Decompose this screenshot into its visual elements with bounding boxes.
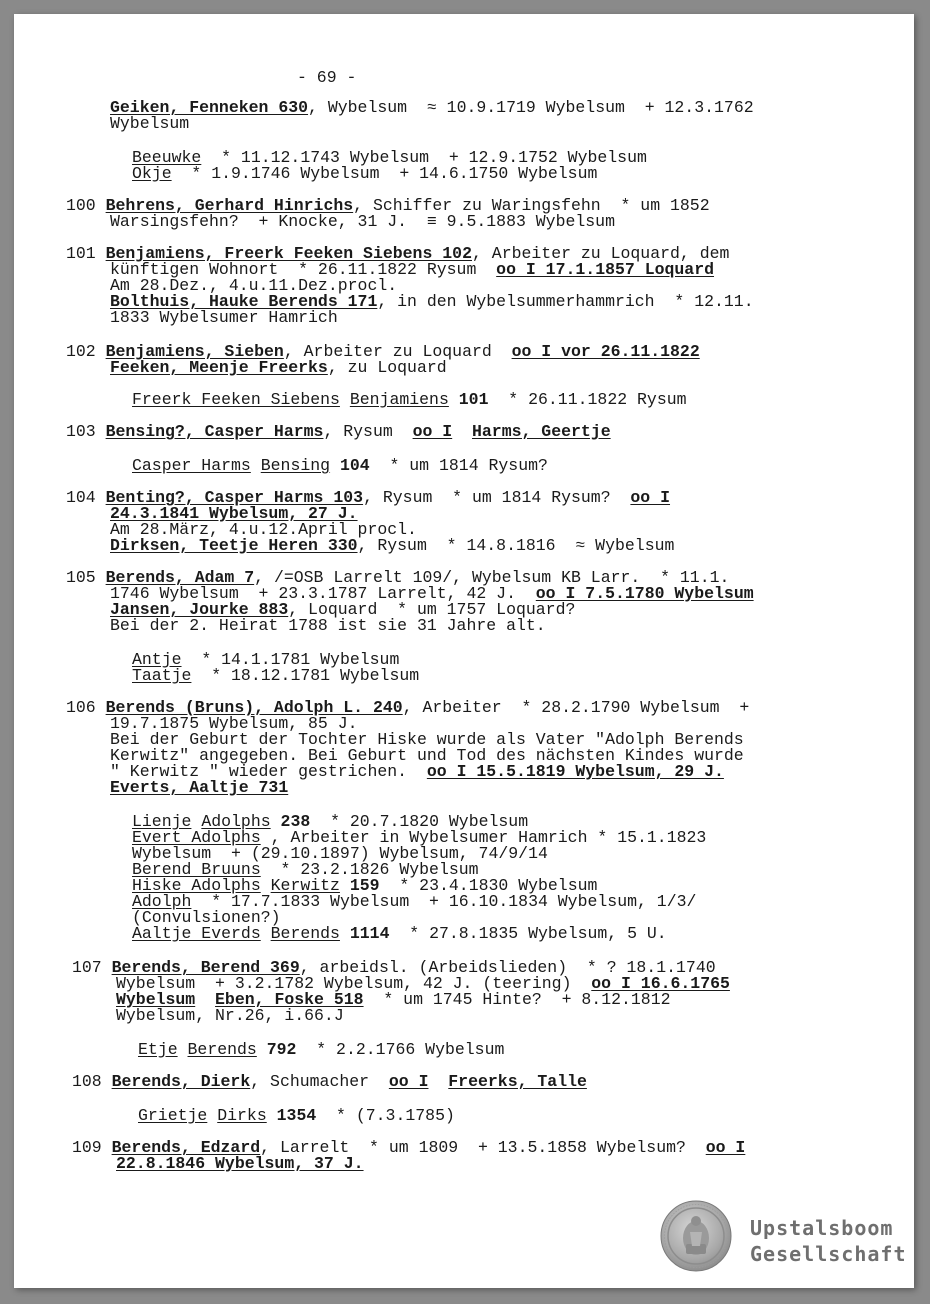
text-segment: * 18.12.1781 Wybelsum	[191, 666, 420, 685]
text-segment: 1833 Wybelsumer Hamrich	[110, 308, 338, 327]
text-segment: * 14.1.1781 Wybelsum	[181, 650, 400, 669]
text-segment: (Convulsionen?)	[132, 908, 281, 927]
underlined-text: oo I	[705, 1138, 746, 1157]
underlined-text: Bensing	[260, 456, 331, 475]
underlined-text: Behrens, Gerhard Hinrichs	[105, 196, 354, 215]
underlined-text: Benjamiens	[349, 390, 449, 409]
underlined-text: Jansen, Jourke 883	[110, 600, 289, 619]
text-line	[138, 1108, 455, 1124]
underlined-text: oo I	[630, 488, 671, 507]
text-segment	[452, 422, 472, 441]
logo-text-line2: Gesellschaft	[750, 1242, 907, 1266]
text-segment	[251, 456, 261, 475]
text-segment: 1746 Wybelsum + 23.3.1787 Larrelt, 42 J.	[110, 584, 536, 603]
text-line	[132, 668, 419, 684]
underlined-text: oo I 7.5.1780 Wybelsum	[535, 584, 754, 603]
text-segment: Bei der 2. Heirat 1788 ist sie 31 Jahre alt.	[110, 616, 546, 635]
underlined-text: Taatje	[132, 666, 192, 685]
underlined-text: Freerk Feeken Siebens	[132, 390, 340, 409]
text-segment: * 1.9.1746 Wybelsum + 14.6.1750 Wybelsum	[171, 164, 598, 183]
bold-number: 101	[458, 390, 489, 409]
text-segment: , Arbeiter * 28.2.1790 Wybelsum +	[402, 698, 750, 717]
text-line	[132, 926, 667, 942]
underlined-text: Dirks	[217, 1106, 267, 1125]
text-line	[132, 166, 597, 182]
text-segment: , Schiffer zu Waringsfehn * um 1852	[353, 196, 710, 215]
text-segment: * 17.7.1833 Wybelsum + 16.10.1834 Wybelsum, 1/3/	[191, 892, 697, 911]
text-segment: , Arbeiter zu Loquard, dem	[471, 244, 730, 263]
underlined-text: Berends	[187, 1040, 257, 1059]
text-line	[110, 100, 754, 116]
underlined-text: Bensing?, Casper Harms	[105, 422, 324, 441]
logo-text-line1: Upstalsboom	[750, 1216, 894, 1240]
text-segment: * 26.11.1822 Rysum	[488, 390, 687, 409]
text-line	[110, 538, 674, 554]
text-segment: Am 28.März, 4.u.12.April procl.	[110, 520, 417, 539]
underlined-text: Geiken, Fenneken 630	[110, 98, 309, 117]
text-segment: - 69 -	[297, 68, 357, 87]
text-segment: , zu Loquard	[327, 358, 447, 377]
underlined-text: Berends, Adam 7	[105, 568, 255, 587]
text-segment: , Rysum * um 1814 Rysum?	[363, 488, 631, 507]
text-segment: 100	[66, 196, 106, 215]
underlined-text: oo I 15.5.1819 Wybelsum, 29 J.	[426, 762, 724, 781]
underlined-text: Aaltje Everds	[132, 924, 261, 943]
text-segment	[178, 1040, 188, 1059]
bold-number: 1354	[276, 1106, 317, 1125]
underlined-text: Harms, Geertje	[472, 422, 611, 441]
text-segment: 107	[72, 958, 112, 977]
text-segment: * 2.2.1766 Wybelsum	[296, 1040, 505, 1059]
text-segment: , arbeidsl. (Arbeidslieden) * ? 18.1.1740	[299, 958, 716, 977]
text-line	[132, 392, 687, 408]
underlined-text: Berend Bruuns	[132, 860, 261, 879]
text-segment: * um 1745 Hinte? + 8.12.1812	[363, 990, 671, 1009]
underlined-text: oo I vor 26.11.1822	[511, 342, 700, 361]
text-segment: 104	[66, 488, 106, 507]
text-segment: Warsingsfehn? + Knocke, 31 J. ≡ 9.5.1883 Wybelsum	[110, 212, 615, 231]
underlined-text: Eben, Foske 518	[215, 990, 364, 1009]
bold-number: 104	[339, 456, 370, 475]
underlined-text: Evert Adolphs	[132, 828, 261, 847]
underlined-text: Antje	[132, 650, 182, 669]
text-segment	[207, 1106, 217, 1125]
text-segment: künftigen Wohnort * 26.11.1822 Rysum	[110, 260, 497, 279]
underlined-text: Dirksen, Teetje Heren 330	[110, 536, 358, 555]
underlined-text: Berends, Dierk	[111, 1072, 251, 1091]
text-segment: 103	[66, 422, 106, 441]
text-segment: * 20.7.1820 Wybelsum	[310, 812, 529, 831]
text-segment: * 27.8.1835 Wybelsum, 5 U.	[389, 924, 667, 943]
text-segment: * 23.2.1826 Wybelsum	[260, 860, 479, 879]
underlined-text: Wybelsum	[116, 990, 196, 1009]
text-segment: , Arbeiter zu Loquard	[283, 342, 512, 361]
text-line	[116, 1008, 344, 1024]
text-line	[110, 116, 189, 132]
text-segment: * 11.12.1743 Wybelsum + 12.9.1752 Wybelsum	[201, 148, 647, 167]
text-segment: 102	[66, 342, 106, 361]
underlined-text: Okje	[132, 164, 172, 183]
text-segment	[330, 456, 340, 475]
underlined-text: Berends	[270, 924, 340, 943]
text-line	[138, 1042, 504, 1058]
underlined-text: Benjamiens, Sieben	[105, 342, 284, 361]
text-segment: * (7.3.1785)	[316, 1106, 455, 1125]
text-segment: Kerwitz" angegeben. Bei Geburt und Tod des nächsten Kindes wurde	[110, 746, 744, 765]
underlined-text: Lienje	[132, 812, 192, 831]
text-segment	[261, 924, 271, 943]
text-segment	[449, 390, 459, 409]
bold-number: 1114	[349, 924, 390, 943]
text-segment: , Wybelsum ≈ 10.9.1719 Wybelsum + 12.3.1762	[308, 98, 754, 117]
text-line	[110, 618, 546, 634]
text-line	[110, 214, 615, 230]
text-segment: Am 28.Dez., 4.u.11.Dez.procl.	[110, 276, 398, 295]
bold-number: 159	[349, 876, 380, 895]
underlined-text: Bolthuis, Hauke Berends 171	[110, 292, 378, 311]
underlined-text: Everts, Aaltje 731	[110, 778, 289, 797]
text-segment: Bei der Geburt der Tochter Hiske wurde als Vater "Adolph Berends	[110, 730, 744, 749]
underlined-text: Grietje	[138, 1106, 208, 1125]
text-segment: * um 1814 Rysum?	[369, 456, 548, 475]
underlined-text: Feeken, Meenje Freerks	[110, 358, 328, 377]
underlined-text: Adolphs	[201, 812, 271, 831]
text-segment: , Arbeiter in Wybelsumer Hamrich * 15.1.1823	[260, 828, 707, 847]
document-page	[14, 14, 914, 1288]
text-segment	[340, 924, 350, 943]
underlined-text: Adolph	[132, 892, 192, 911]
text-segment	[340, 390, 350, 409]
text-segment: , Rysum * 14.8.1816 ≈ Wybelsum	[357, 536, 675, 555]
text-segment	[428, 1072, 448, 1091]
text-segment: Wybelsum + 3.2.1782 Wybelsum, 42 J. (teering)	[116, 974, 592, 993]
underlined-text: Berends, Edzard	[111, 1138, 261, 1157]
underlined-text: 24.3.1841 Wybelsum, 27 J.	[110, 504, 358, 523]
underlined-text: Berends (Bruns), Adolph L. 240	[105, 698, 403, 717]
underlined-text: Benting?, Casper Harms 103	[105, 488, 364, 507]
text-segment: , /=OSB Larrelt 109/, Wybelsum KB Larr. * 11.1.	[254, 568, 730, 587]
text-segment: , in den Wybelsummerhammrich * 12.11.	[377, 292, 754, 311]
text-line	[110, 780, 288, 796]
underlined-text: Benjamiens, Freerk Feeken Siebens 102	[105, 244, 472, 263]
underlined-text: Casper Harms	[132, 456, 251, 475]
page-number	[297, 70, 356, 86]
text-segment: , Larrelt * um 1809 + 13.5.1858 Wybelsum?	[260, 1138, 706, 1157]
underlined-text: oo I	[412, 422, 453, 441]
underlined-text: oo I 17.1.1857 Loquard	[496, 260, 715, 279]
underlined-text: Freerks, Talle	[448, 1072, 587, 1091]
underlined-text: Hiske Adolphs	[132, 876, 261, 895]
text-segment: 106	[66, 698, 106, 717]
underlined-text: oo I 16.6.1765	[591, 974, 730, 993]
text-segment	[267, 1106, 277, 1125]
text-segment	[257, 1040, 267, 1059]
text-line	[116, 1156, 364, 1172]
text-segment: * 23.4.1830 Wybelsum	[379, 876, 598, 895]
text-segment: Wybelsum, Nr.26, i.66.J	[116, 1006, 344, 1025]
underlined-text: Kerwitz	[270, 876, 340, 895]
text-segment: Wybelsum + (29.10.1897) Wybelsum, 74/9/14	[132, 844, 548, 863]
text-segment: , Rysum	[323, 422, 413, 441]
text-segment: 109	[72, 1138, 112, 1157]
underlined-text: Berends, Berend 369	[111, 958, 300, 977]
underlined-text: Etje	[138, 1040, 178, 1059]
underlined-text: Beeuwke	[132, 148, 202, 167]
text-segment: " Kerwitz " wieder gestrichen.	[110, 762, 427, 781]
text-line	[110, 360, 447, 376]
text-line	[132, 458, 548, 474]
text-segment: , Loquard * um 1757 Loquard?	[288, 600, 576, 619]
bold-number: 792	[266, 1040, 297, 1059]
underlined-text: oo I	[388, 1072, 429, 1091]
text-line	[66, 424, 611, 440]
text-segment: Wybelsum	[110, 114, 190, 133]
text-segment: 108	[72, 1072, 112, 1091]
underlined-text: 22.8.1846 Wybelsum, 37 J.	[116, 1154, 364, 1173]
text-segment: , Schumacher	[250, 1072, 389, 1091]
bold-number: 238	[280, 812, 311, 831]
seal-icon	[660, 1200, 732, 1272]
text-segment: 105	[66, 568, 106, 587]
text-segment: 19.7.1875 Wybelsum, 85 J.	[110, 714, 358, 733]
text-segment: 101	[66, 244, 106, 263]
text-line	[72, 1074, 587, 1090]
text-line	[110, 310, 338, 326]
